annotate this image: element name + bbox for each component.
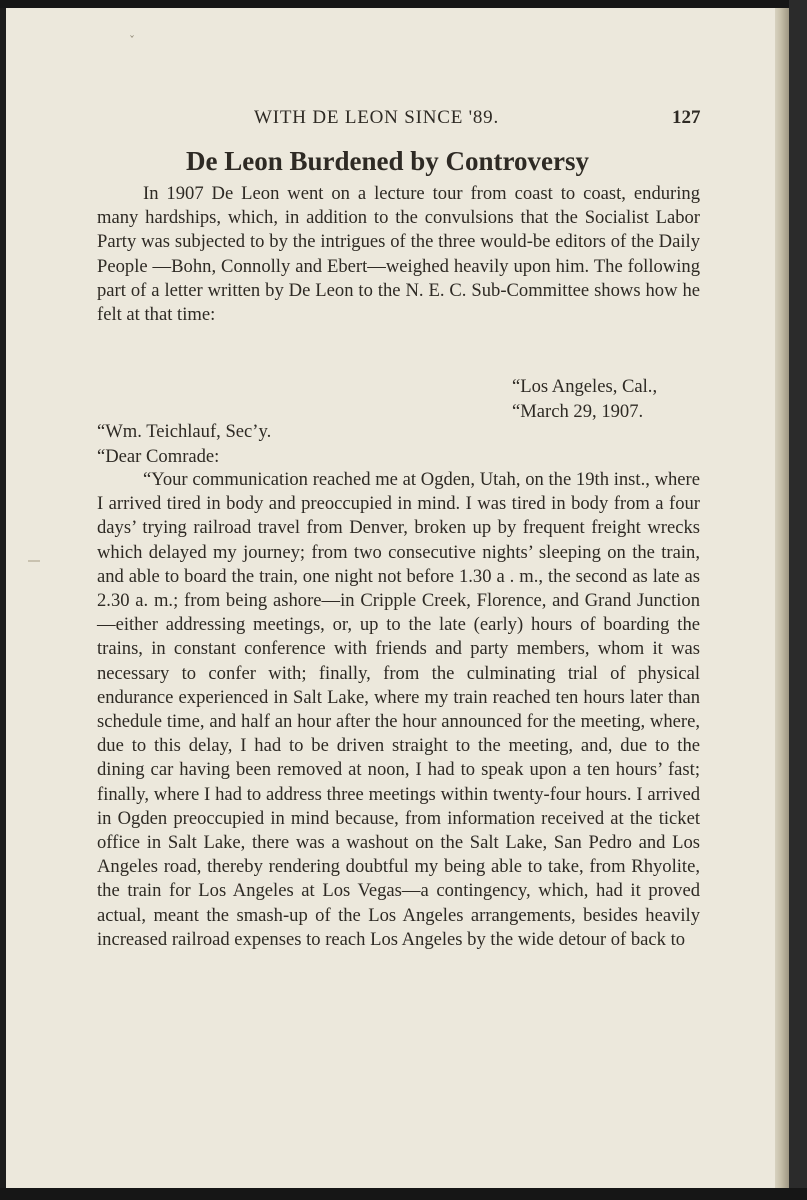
salutation-recipient: “Wm. Teichlauf, Sec’y.: [97, 421, 272, 442]
letter-salutation: [97, 420, 271, 469]
running-head: WITH DE LEON SINCE '89.: [254, 107, 500, 128]
dateline-place: “Los Angeles, Cal.,: [512, 376, 658, 397]
scan-right-border: [789, 0, 807, 1200]
paragraph-intro: In 1907 De Leon went on a lecture tour from coast to coast, enduring many hardships, which, in addition to the convulsions that the Socialist Labor Party was subjected to by the intrigues of the three would-be editors of the Daily People —Bohn, Connolly and Ebert—weighed heavily upon him. The following part of a letter written by De Leon to the N. E. C. Sub-Committee shows how he felt at that time:: [97, 183, 700, 326]
ink-smudge: ˇ: [129, 34, 135, 48]
paragraph-letter-body: “Your communication reached me at Ogden, Utah, on the 19th inst., where I arrived tired in body and preoccupied in mind. I was tired in body from a four days’ trying railroad travel from Denver, broken up by frequent freight wrecks which delayed my journey; from two consecutive nights’ sleeping on the train, and able to board the train, one night not before 1.30 a . m., the second as late as 2.30 a. m.; from being ashore—in Cripple Creek, Florence, and Grand Junction—either addressing meetings, or, up to the late (early) hours of boarding the trains, in constant conference with friends and party members, whom it was necessary to confer with; finally, from the culminating trial of physical endurance experienced in Salt Lake, where my train reached ten hours later than schedule time, and half an hour after the hour announced for the meeting, where, due to this delay, I had to be driven straight to the meeting, and, due to the dining car having been removed at noon, I had to speak upon a ten hours’ fast; finally, where I had to address three meetings within twenty-four hours. I arrived in Ogden preoccupied in mind because, from information received at the ticket office in Salt Lake, there was a washout on the Salt Lake, San Pedro and Los Angeles road, thereby rendering doubtful my being able to take, from Rhyolite, the train for Los Angeles at Los Vegas—a contingency, which, had it proved actual, meant the smash-up of the Los Angeles arrangements, besides heavily increased railroad expenses to reach Los Angeles by the wide detour of back to: [97, 469, 700, 950]
dateline-date: “March 29, 1907.: [512, 401, 644, 422]
section-title: De Leon Burdened by Controversy: [186, 146, 590, 176]
letter-dateline: [512, 374, 657, 424]
scan-top-border: [0, 0, 807, 8]
margin-mark: [28, 560, 40, 562]
page-number: 127: [672, 107, 701, 128]
page-edge: [775, 8, 789, 1188]
scan-bottom-border: [0, 1188, 807, 1200]
salutation-greeting: “Dear Comrade:: [97, 445, 220, 467]
